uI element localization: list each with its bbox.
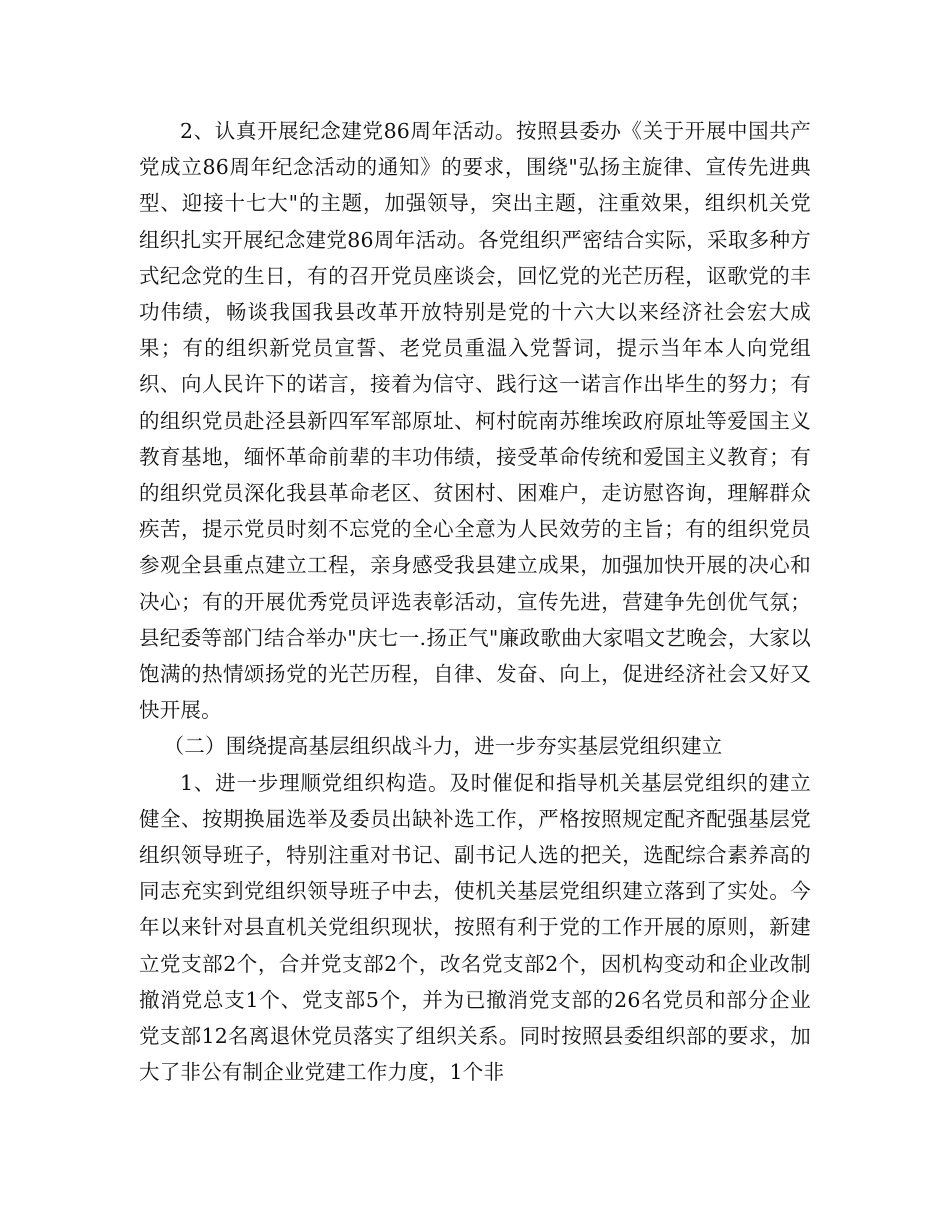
document-body [139, 113, 811, 1090]
section-heading-grassroots-organization: （二）围绕提高基层组织战斗力，进一步夯实基层党组织建立 [163, 734, 723, 759]
paragraph-party-structure: 1、进一步理顺党组织构造。及时催促和指导机关基层党组织的建立健全、按期换届选举及委员出缺补选工作，严格按照规定配齐配强基层党组织领导班子，特别注重对书记、副书记人选的把关，选配综合素养高的同志充实到党组织领导班子中去，使机关基层党组织建立落到了实处。今年以来针对县直机关党组织现状，按照有利于党的工作开展的原则，新建立党支部2个，合并党支部2个，改名党支部2个，因机构变动和企业改制撤消党总支1个、党支部5个，并为已撤消党支部的26名党员和部分企业党支部12名离退休党员落实了组织关系。同时按照县委组织部的要求，加大了非公有制企业党建工作力度，1个非 [139, 770, 811, 1085]
paragraph-commemoration-activities: 2、认真开展纪念建党86周年活动。按照县委办《关于开展中国共产党成立86周年纪念活动的通知》的要求，围绕"弘扬主旋律、宣传先进典型、迎接十七大"的主题，加强领导，突出主题，注重效果，组织机关党组织扎实开展纪念建党86周年活动。各党组织严密结合实际，采取多种方式纪念党的生日，有的召开党员座谈会，回忆党的光芒历程，讴歌党的丰功伟绩，畅谈我国我县改革开放特别是党的十六大以来经济社会宏大成果；有的组织新党员宣誓、老党员重温入党誓词，提示当年本人向党组织、向人民许下的诺言，接着为信守、践行这一诺言作出毕生的努力；有的组织党员赴泾县新四军军部原址、柯村皖南苏维埃政府原址等爱国主义教育基地，缅怀革命前辈的丰功伟绩，接受革命传统和爱国主义教育；有的组织党员深化我县革命老区、贫困村、困难户，走访慰咨询，理解群众疾苦，提示党员时刻不忘党的全心全意为人民效劳的主旨；有的组织党员参观全县重点建立工程，亲身感受我县建立成果，加强加快开展的决心和决心；有的开展优秀党员评选表彰活动，宣传先进，营建争先创优气氛；县纪委等部门结合举办"庆七一.扬正气"廉政歌曲大家唱文艺晚会，大家以饱满的热情颂扬党的光芒历程，自律、发奋、向上，促进经济社会又好又快开展。 [139, 119, 811, 723]
